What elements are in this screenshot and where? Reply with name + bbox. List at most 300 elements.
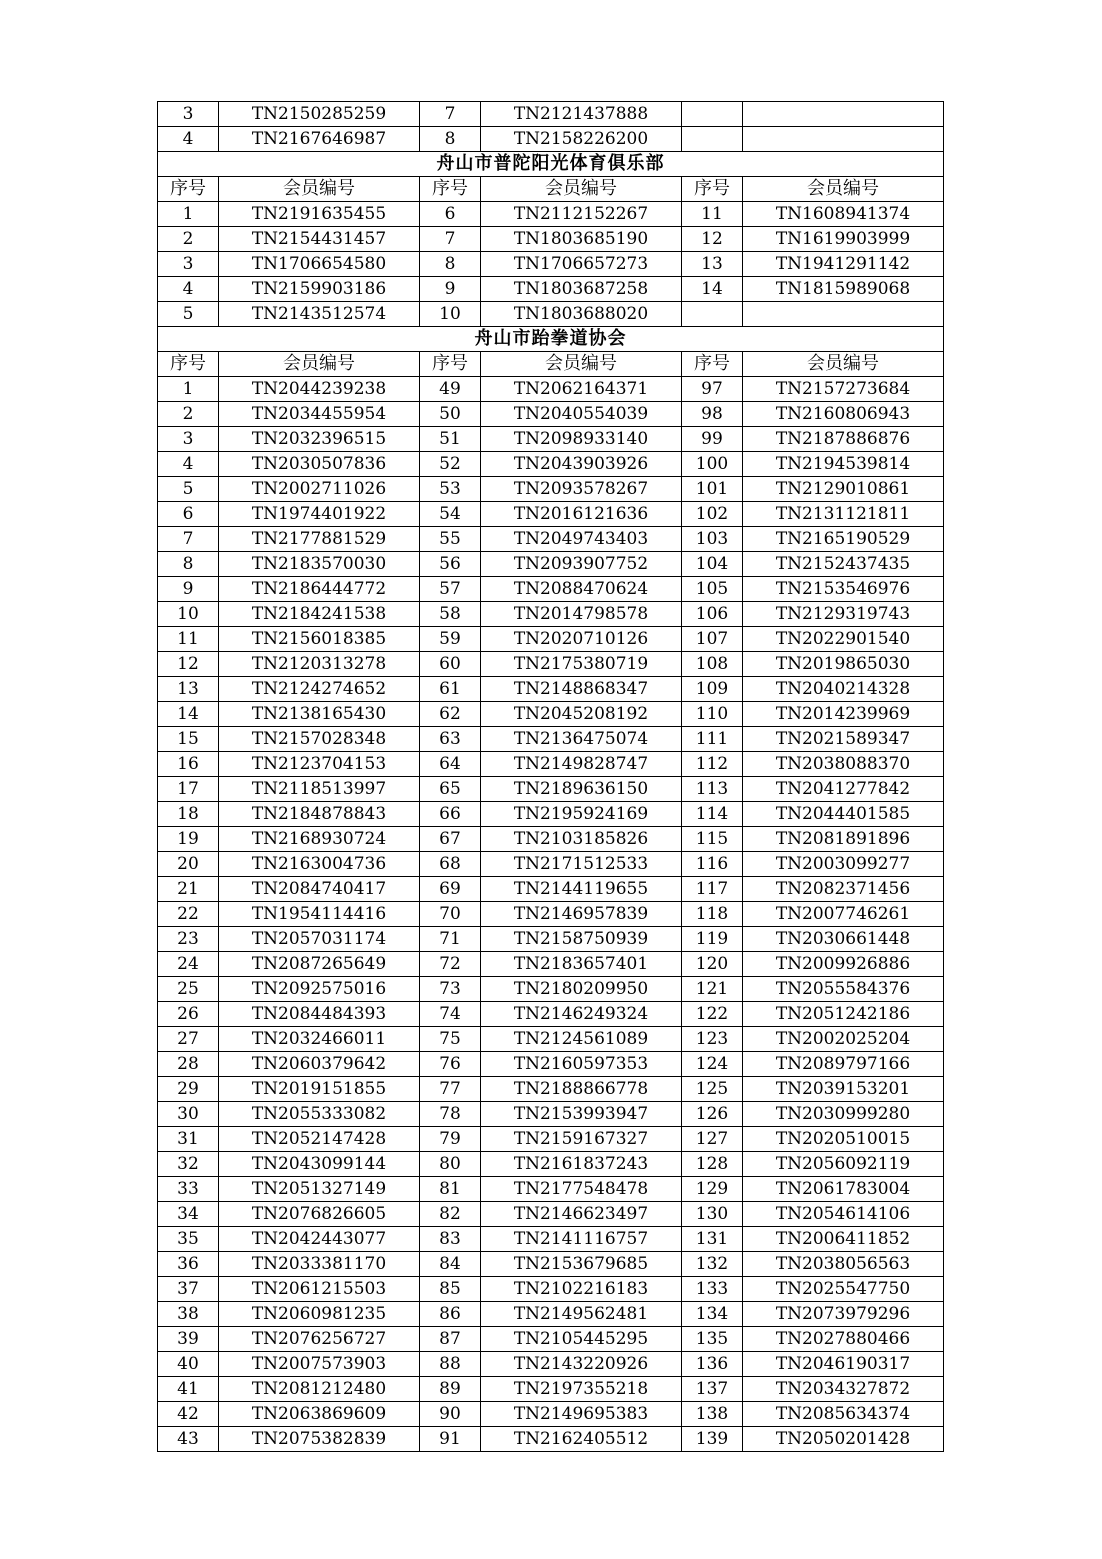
serial-number-cell: 53	[420, 477, 481, 502]
member-id-cell: TN2124274652	[219, 677, 420, 702]
serial-number-cell: 41	[158, 1377, 219, 1402]
serial-number-cell: 17	[158, 777, 219, 802]
member-id-cell: TN2049743403	[481, 527, 682, 552]
member-id-cell: TN2042443077	[219, 1227, 420, 1252]
member-id-cell: TN2092575016	[219, 977, 420, 1002]
serial-number-cell: 52	[420, 452, 481, 477]
member-id-cell: TN2003099277	[743, 852, 944, 877]
table-row	[158, 427, 944, 452]
serial-number-cell: 113	[682, 777, 743, 802]
serial-number-cell: 82	[420, 1202, 481, 1227]
member-id-cell: TN2158226200	[481, 127, 682, 152]
serial-number-cell: 10	[420, 302, 481, 327]
member-id-cell: TN2002711026	[219, 477, 420, 502]
header-serial-number: 序号	[420, 177, 481, 202]
serial-number-cell: 107	[682, 627, 743, 652]
header-serial-number: 序号	[158, 352, 219, 377]
table-row	[158, 1302, 944, 1327]
member-id-cell: TN2184241538	[219, 602, 420, 627]
member-id-cell: TN1608941374	[743, 202, 944, 227]
table-row	[158, 1127, 944, 1152]
table-row	[158, 727, 944, 752]
member-id-cell: TN2076826605	[219, 1202, 420, 1227]
serial-number-cell: 134	[682, 1302, 743, 1327]
serial-number-cell: 71	[420, 927, 481, 952]
member-id-cell: TN2044401585	[743, 802, 944, 827]
serial-number-cell: 12	[158, 652, 219, 677]
member-id-cell: TN2112152267	[481, 202, 682, 227]
member-id-cell: TN2021589347	[743, 727, 944, 752]
member-id-cell: TN2088470624	[481, 577, 682, 602]
member-id-cell: TN2180209950	[481, 977, 682, 1002]
member-id-cell: TN2046190317	[743, 1352, 944, 1377]
member-id-cell	[743, 102, 944, 127]
serial-number-cell: 54	[420, 502, 481, 527]
serial-number-cell: 4	[158, 452, 219, 477]
header-member-id: 会员编号	[219, 352, 420, 377]
member-id-cell: TN2186444772	[219, 577, 420, 602]
serial-number-cell: 136	[682, 1352, 743, 1377]
member-id-cell: TN2055584376	[743, 977, 944, 1002]
serial-number-cell: 50	[420, 402, 481, 427]
member-id-cell: TN2041277842	[743, 777, 944, 802]
member-id-cell: TN2136475074	[481, 727, 682, 752]
serial-number-cell: 34	[158, 1202, 219, 1227]
serial-number-cell: 16	[158, 752, 219, 777]
table-row	[158, 1202, 944, 1227]
member-id-cell: TN2056092119	[743, 1152, 944, 1177]
member-id-cell: TN2148868347	[481, 677, 682, 702]
header-serial-number: 序号	[682, 177, 743, 202]
serial-number-cell: 49	[420, 377, 481, 402]
serial-number-cell: 133	[682, 1277, 743, 1302]
table-row	[158, 127, 944, 152]
table-row	[158, 877, 944, 902]
serial-number-cell: 115	[682, 827, 743, 852]
serial-number-cell: 112	[682, 752, 743, 777]
member-id-cell: TN2052147428	[219, 1127, 420, 1152]
serial-number-cell: 13	[158, 677, 219, 702]
serial-number-cell: 5	[158, 477, 219, 502]
serial-number-cell: 67	[420, 827, 481, 852]
table-row	[158, 602, 944, 627]
serial-number-cell: 117	[682, 877, 743, 902]
member-id-cell: TN2082371456	[743, 877, 944, 902]
member-id-cell: TN2030661448	[743, 927, 944, 952]
member-id-cell: TN2020510015	[743, 1127, 944, 1152]
serial-number-cell: 14	[682, 277, 743, 302]
member-id-cell: TN2184878843	[219, 802, 420, 827]
member-id-cell: TN2189636150	[481, 777, 682, 802]
member-roster-document	[157, 101, 943, 1452]
serial-number-cell: 66	[420, 802, 481, 827]
member-id-cell: TN2124561089	[481, 1027, 682, 1052]
serial-number-cell: 73	[420, 977, 481, 1002]
member-id-cell: TN2121437888	[481, 102, 682, 127]
member-id-cell: TN2149828747	[481, 752, 682, 777]
header-member-id: 会员编号	[481, 177, 682, 202]
serial-number-cell: 22	[158, 902, 219, 927]
serial-number-cell: 130	[682, 1202, 743, 1227]
member-id-cell: TN2194539814	[743, 452, 944, 477]
serial-number-cell: 7	[158, 527, 219, 552]
member-id-cell: TN2033381170	[219, 1252, 420, 1277]
serial-number-cell: 106	[682, 602, 743, 627]
member-id-cell: TN2123704153	[219, 752, 420, 777]
table-row	[158, 1052, 944, 1077]
member-id-cell: TN2138165430	[219, 702, 420, 727]
table-row	[158, 652, 944, 677]
member-id-cell: TN2177881529	[219, 527, 420, 552]
serial-number-cell: 87	[420, 1327, 481, 1352]
table-row	[158, 402, 944, 427]
section-title: 舟山市跆拳道协会	[158, 327, 944, 352]
member-id-cell: TN2149562481	[481, 1302, 682, 1327]
member-id-cell: TN2057031174	[219, 927, 420, 952]
member-id-cell: TN2183657401	[481, 952, 682, 977]
member-id-cell: TN1619903999	[743, 227, 944, 252]
table-row	[158, 777, 944, 802]
member-id-cell: TN2060981235	[219, 1302, 420, 1327]
header-member-id: 会员编号	[743, 352, 944, 377]
serial-number-cell: 32	[158, 1152, 219, 1177]
serial-number-cell: 56	[420, 552, 481, 577]
serial-number-cell: 121	[682, 977, 743, 1002]
serial-number-cell: 84	[420, 1252, 481, 1277]
member-id-cell: TN2022901540	[743, 627, 944, 652]
serial-number-cell: 10	[158, 602, 219, 627]
member-id-cell: TN2102216183	[481, 1277, 682, 1302]
member-id-cell: TN2002025204	[743, 1027, 944, 1052]
serial-number-cell: 89	[420, 1377, 481, 1402]
column-header-row	[158, 352, 944, 377]
header-member-id: 会员编号	[219, 177, 420, 202]
table-row	[158, 1027, 944, 1052]
serial-number-cell: 2	[158, 227, 219, 252]
member-id-cell: TN2162405512	[481, 1427, 682, 1452]
member-id-cell: TN2073979296	[743, 1302, 944, 1327]
serial-number-cell: 31	[158, 1127, 219, 1152]
serial-number-cell: 4	[158, 127, 219, 152]
member-id-cell: TN2171512533	[481, 852, 682, 877]
serial-number-cell: 24	[158, 952, 219, 977]
table-row	[158, 1177, 944, 1202]
member-id-cell: TN2034327872	[743, 1377, 944, 1402]
serial-number-cell: 102	[682, 502, 743, 527]
serial-number-cell: 40	[158, 1352, 219, 1377]
serial-number-cell: 122	[682, 1002, 743, 1027]
serial-number-cell: 13	[682, 252, 743, 277]
member-id-cell: TN2153993947	[481, 1102, 682, 1127]
serial-number-cell: 8	[420, 252, 481, 277]
member-id-cell: TN2146623497	[481, 1202, 682, 1227]
member-id-cell: TN2153546976	[743, 577, 944, 602]
serial-number-cell	[682, 302, 743, 327]
serial-number-cell: 120	[682, 952, 743, 977]
table-row	[158, 752, 944, 777]
member-id-cell: TN2143512574	[219, 302, 420, 327]
serial-number-cell: 38	[158, 1302, 219, 1327]
member-id-cell: TN2163004736	[219, 852, 420, 877]
member-id-cell: TN2158750939	[481, 927, 682, 952]
serial-number-cell: 135	[682, 1327, 743, 1352]
serial-number-cell: 129	[682, 1177, 743, 1202]
member-id-cell: TN2168930724	[219, 827, 420, 852]
member-id-cell: TN2153679685	[481, 1252, 682, 1277]
serial-number-cell: 4	[158, 277, 219, 302]
serial-number-cell: 116	[682, 852, 743, 877]
serial-number-cell: 59	[420, 627, 481, 652]
serial-number-cell: 111	[682, 727, 743, 752]
serial-number-cell: 123	[682, 1027, 743, 1052]
member-id-cell: TN2019865030	[743, 652, 944, 677]
serial-number-cell: 75	[420, 1027, 481, 1052]
serial-number-cell	[682, 102, 743, 127]
serial-number-cell: 98	[682, 402, 743, 427]
serial-number-cell: 6	[158, 502, 219, 527]
member-id-cell: TN2118513997	[219, 777, 420, 802]
serial-number-cell: 61	[420, 677, 481, 702]
member-id-cell: TN2009926886	[743, 952, 944, 977]
member-id-cell: TN2043903926	[481, 452, 682, 477]
serial-number-cell: 19	[158, 827, 219, 852]
serial-number-cell: 100	[682, 452, 743, 477]
member-id-cell: TN2157028348	[219, 727, 420, 752]
member-id-cell: TN2120313278	[219, 652, 420, 677]
serial-number-cell: 7	[420, 102, 481, 127]
member-id-cell: TN1706654580	[219, 252, 420, 277]
serial-number-cell: 139	[682, 1427, 743, 1452]
member-id-cell: TN2129319743	[743, 602, 944, 627]
header-member-id: 会员编号	[743, 177, 944, 202]
member-id-cell: TN2150285259	[219, 102, 420, 127]
serial-number-cell: 74	[420, 1002, 481, 1027]
member-id-cell: TN1954114416	[219, 902, 420, 927]
serial-number-cell: 124	[682, 1052, 743, 1077]
table-row	[158, 452, 944, 477]
table-row	[158, 827, 944, 852]
member-id-cell: TN2054614106	[743, 1202, 944, 1227]
table-row	[158, 1077, 944, 1102]
member-id-cell: TN2050201428	[743, 1427, 944, 1452]
serial-number-cell: 20	[158, 852, 219, 877]
serial-number-cell: 11	[158, 627, 219, 652]
serial-number-cell: 78	[420, 1102, 481, 1127]
member-id-cell: TN2014798578	[481, 602, 682, 627]
member-id-cell: TN2055333082	[219, 1102, 420, 1127]
member-id-cell: TN2030507836	[219, 452, 420, 477]
serial-number-cell: 7	[420, 227, 481, 252]
member-id-cell: TN2020710126	[481, 627, 682, 652]
serial-number-cell: 9	[158, 577, 219, 602]
serial-number-cell: 131	[682, 1227, 743, 1252]
serial-number-cell: 65	[420, 777, 481, 802]
table-row	[158, 502, 944, 527]
serial-number-cell: 70	[420, 902, 481, 927]
serial-number-cell: 62	[420, 702, 481, 727]
serial-number-cell: 35	[158, 1227, 219, 1252]
member-id-cell: TN2149695383	[481, 1402, 682, 1427]
member-id-cell: TN2076256727	[219, 1327, 420, 1352]
member-id-cell: TN2159903186	[219, 277, 420, 302]
serial-number-cell: 3	[158, 252, 219, 277]
member-id-cell: TN2165190529	[743, 527, 944, 552]
member-id-cell: TN1803687258	[481, 277, 682, 302]
table-row	[158, 1377, 944, 1402]
table-row	[158, 1152, 944, 1177]
member-id-cell: TN2183570030	[219, 552, 420, 577]
member-id-cell: TN2040554039	[481, 402, 682, 427]
serial-number-cell: 132	[682, 1252, 743, 1277]
member-id-cell: TN2032396515	[219, 427, 420, 452]
member-id-cell: TN2089797166	[743, 1052, 944, 1077]
serial-number-cell: 2	[158, 402, 219, 427]
header-member-id: 会员编号	[481, 352, 682, 377]
member-id-cell: TN2075382839	[219, 1427, 420, 1452]
table-row	[158, 1427, 944, 1452]
serial-number-cell: 63	[420, 727, 481, 752]
serial-number-cell: 60	[420, 652, 481, 677]
serial-number-cell: 119	[682, 927, 743, 952]
serial-number-cell: 128	[682, 1152, 743, 1177]
serial-number-cell: 33	[158, 1177, 219, 1202]
serial-number-cell: 6	[420, 202, 481, 227]
member-id-cell: TN2061783004	[743, 1177, 944, 1202]
serial-number-cell: 80	[420, 1152, 481, 1177]
member-id-cell: TN2007573903	[219, 1352, 420, 1377]
serial-number-cell: 81	[420, 1177, 481, 1202]
serial-number-cell: 9	[420, 277, 481, 302]
table-row	[158, 952, 944, 977]
serial-number-cell: 28	[158, 1052, 219, 1077]
serial-number-cell: 69	[420, 877, 481, 902]
member-id-cell: TN2063869609	[219, 1402, 420, 1427]
member-id-cell: TN1706657273	[481, 252, 682, 277]
serial-number-cell: 101	[682, 477, 743, 502]
member-id-cell: TN2025547750	[743, 1277, 944, 1302]
table-row	[158, 927, 944, 952]
member-id-cell: TN2161837243	[481, 1152, 682, 1177]
serial-number-cell: 3	[158, 427, 219, 452]
serial-number-cell: 8	[158, 552, 219, 577]
member-id-cell: TN1803685190	[481, 227, 682, 252]
table-row	[158, 477, 944, 502]
serial-number-cell: 5	[158, 302, 219, 327]
member-id-cell: TN2188866778	[481, 1077, 682, 1102]
serial-number-cell: 125	[682, 1077, 743, 1102]
member-id-cell: TN2038088370	[743, 752, 944, 777]
serial-number-cell: 108	[682, 652, 743, 677]
table-row	[158, 1402, 944, 1427]
serial-number-cell: 77	[420, 1077, 481, 1102]
table-row	[158, 1277, 944, 1302]
table-row	[158, 552, 944, 577]
member-id-cell: TN2157273684	[743, 377, 944, 402]
serial-number-cell: 99	[682, 427, 743, 452]
member-id-cell: TN2103185826	[481, 827, 682, 852]
member-id-cell: TN2191635455	[219, 202, 420, 227]
member-id-cell: TN2039153201	[743, 1077, 944, 1102]
member-id-cell: TN2160597353	[481, 1052, 682, 1077]
member-id-cell: TN2027880466	[743, 1327, 944, 1352]
serial-number-cell: 25	[158, 977, 219, 1002]
member-id-cell: TN2105445295	[481, 1327, 682, 1352]
serial-number-cell: 126	[682, 1102, 743, 1127]
serial-number-cell: 21	[158, 877, 219, 902]
table-row	[158, 102, 944, 127]
member-id-cell: TN2143220926	[481, 1352, 682, 1377]
member-id-cell: TN2175380719	[481, 652, 682, 677]
serial-number-cell: 68	[420, 852, 481, 877]
serial-number-cell: 1	[158, 377, 219, 402]
serial-number-cell: 85	[420, 1277, 481, 1302]
section-title: 舟山市普陀阳光体育俱乐部	[158, 152, 944, 177]
table-row	[158, 677, 944, 702]
member-id-cell: TN2081212480	[219, 1377, 420, 1402]
table-row	[158, 902, 944, 927]
serial-number-cell: 83	[420, 1227, 481, 1252]
serial-number-cell: 36	[158, 1252, 219, 1277]
serial-number-cell: 30	[158, 1102, 219, 1127]
table-row	[158, 1002, 944, 1027]
member-id-cell: TN2006411852	[743, 1227, 944, 1252]
member-id-cell: TN2007746261	[743, 902, 944, 927]
serial-number-cell: 14	[158, 702, 219, 727]
member-id-cell: TN2177548478	[481, 1177, 682, 1202]
serial-number-cell: 105	[682, 577, 743, 602]
table-row	[158, 1252, 944, 1277]
member-id-cell: TN2038056563	[743, 1252, 944, 1277]
serial-number-cell: 76	[420, 1052, 481, 1077]
member-id-cell: TN2019151855	[219, 1077, 420, 1102]
member-id-cell: TN2062164371	[481, 377, 682, 402]
serial-number-cell: 55	[420, 527, 481, 552]
table-row	[158, 852, 944, 877]
serial-number-cell: 42	[158, 1402, 219, 1427]
serial-number-cell: 138	[682, 1402, 743, 1427]
member-id-cell: TN2043099144	[219, 1152, 420, 1177]
serial-number-cell	[682, 127, 743, 152]
section-title-row	[158, 327, 944, 352]
serial-number-cell: 51	[420, 427, 481, 452]
serial-number-cell: 72	[420, 952, 481, 977]
member-id-cell: TN2129010861	[743, 477, 944, 502]
table-row	[158, 1327, 944, 1352]
table-row	[158, 1102, 944, 1127]
member-id-cell: TN2195924169	[481, 802, 682, 827]
table-row	[158, 277, 944, 302]
table-row	[158, 627, 944, 652]
table-row	[158, 802, 944, 827]
member-id-cell: TN2016121636	[481, 502, 682, 527]
serial-number-cell: 79	[420, 1127, 481, 1152]
member-id-cell: TN2061215503	[219, 1277, 420, 1302]
serial-number-cell: 37	[158, 1277, 219, 1302]
serial-number-cell: 23	[158, 927, 219, 952]
serial-number-cell: 114	[682, 802, 743, 827]
member-id-cell: TN2098933140	[481, 427, 682, 452]
serial-number-cell: 18	[158, 802, 219, 827]
section-title-row	[158, 152, 944, 177]
serial-number-cell: 11	[682, 202, 743, 227]
member-id-cell: TN2152437435	[743, 552, 944, 577]
member-id-cell: TN2084484393	[219, 1002, 420, 1027]
serial-number-cell: 12	[682, 227, 743, 252]
member-id-cell: TN2060379642	[219, 1052, 420, 1077]
column-header-row	[158, 177, 944, 202]
table-row	[158, 202, 944, 227]
table-row	[158, 252, 944, 277]
